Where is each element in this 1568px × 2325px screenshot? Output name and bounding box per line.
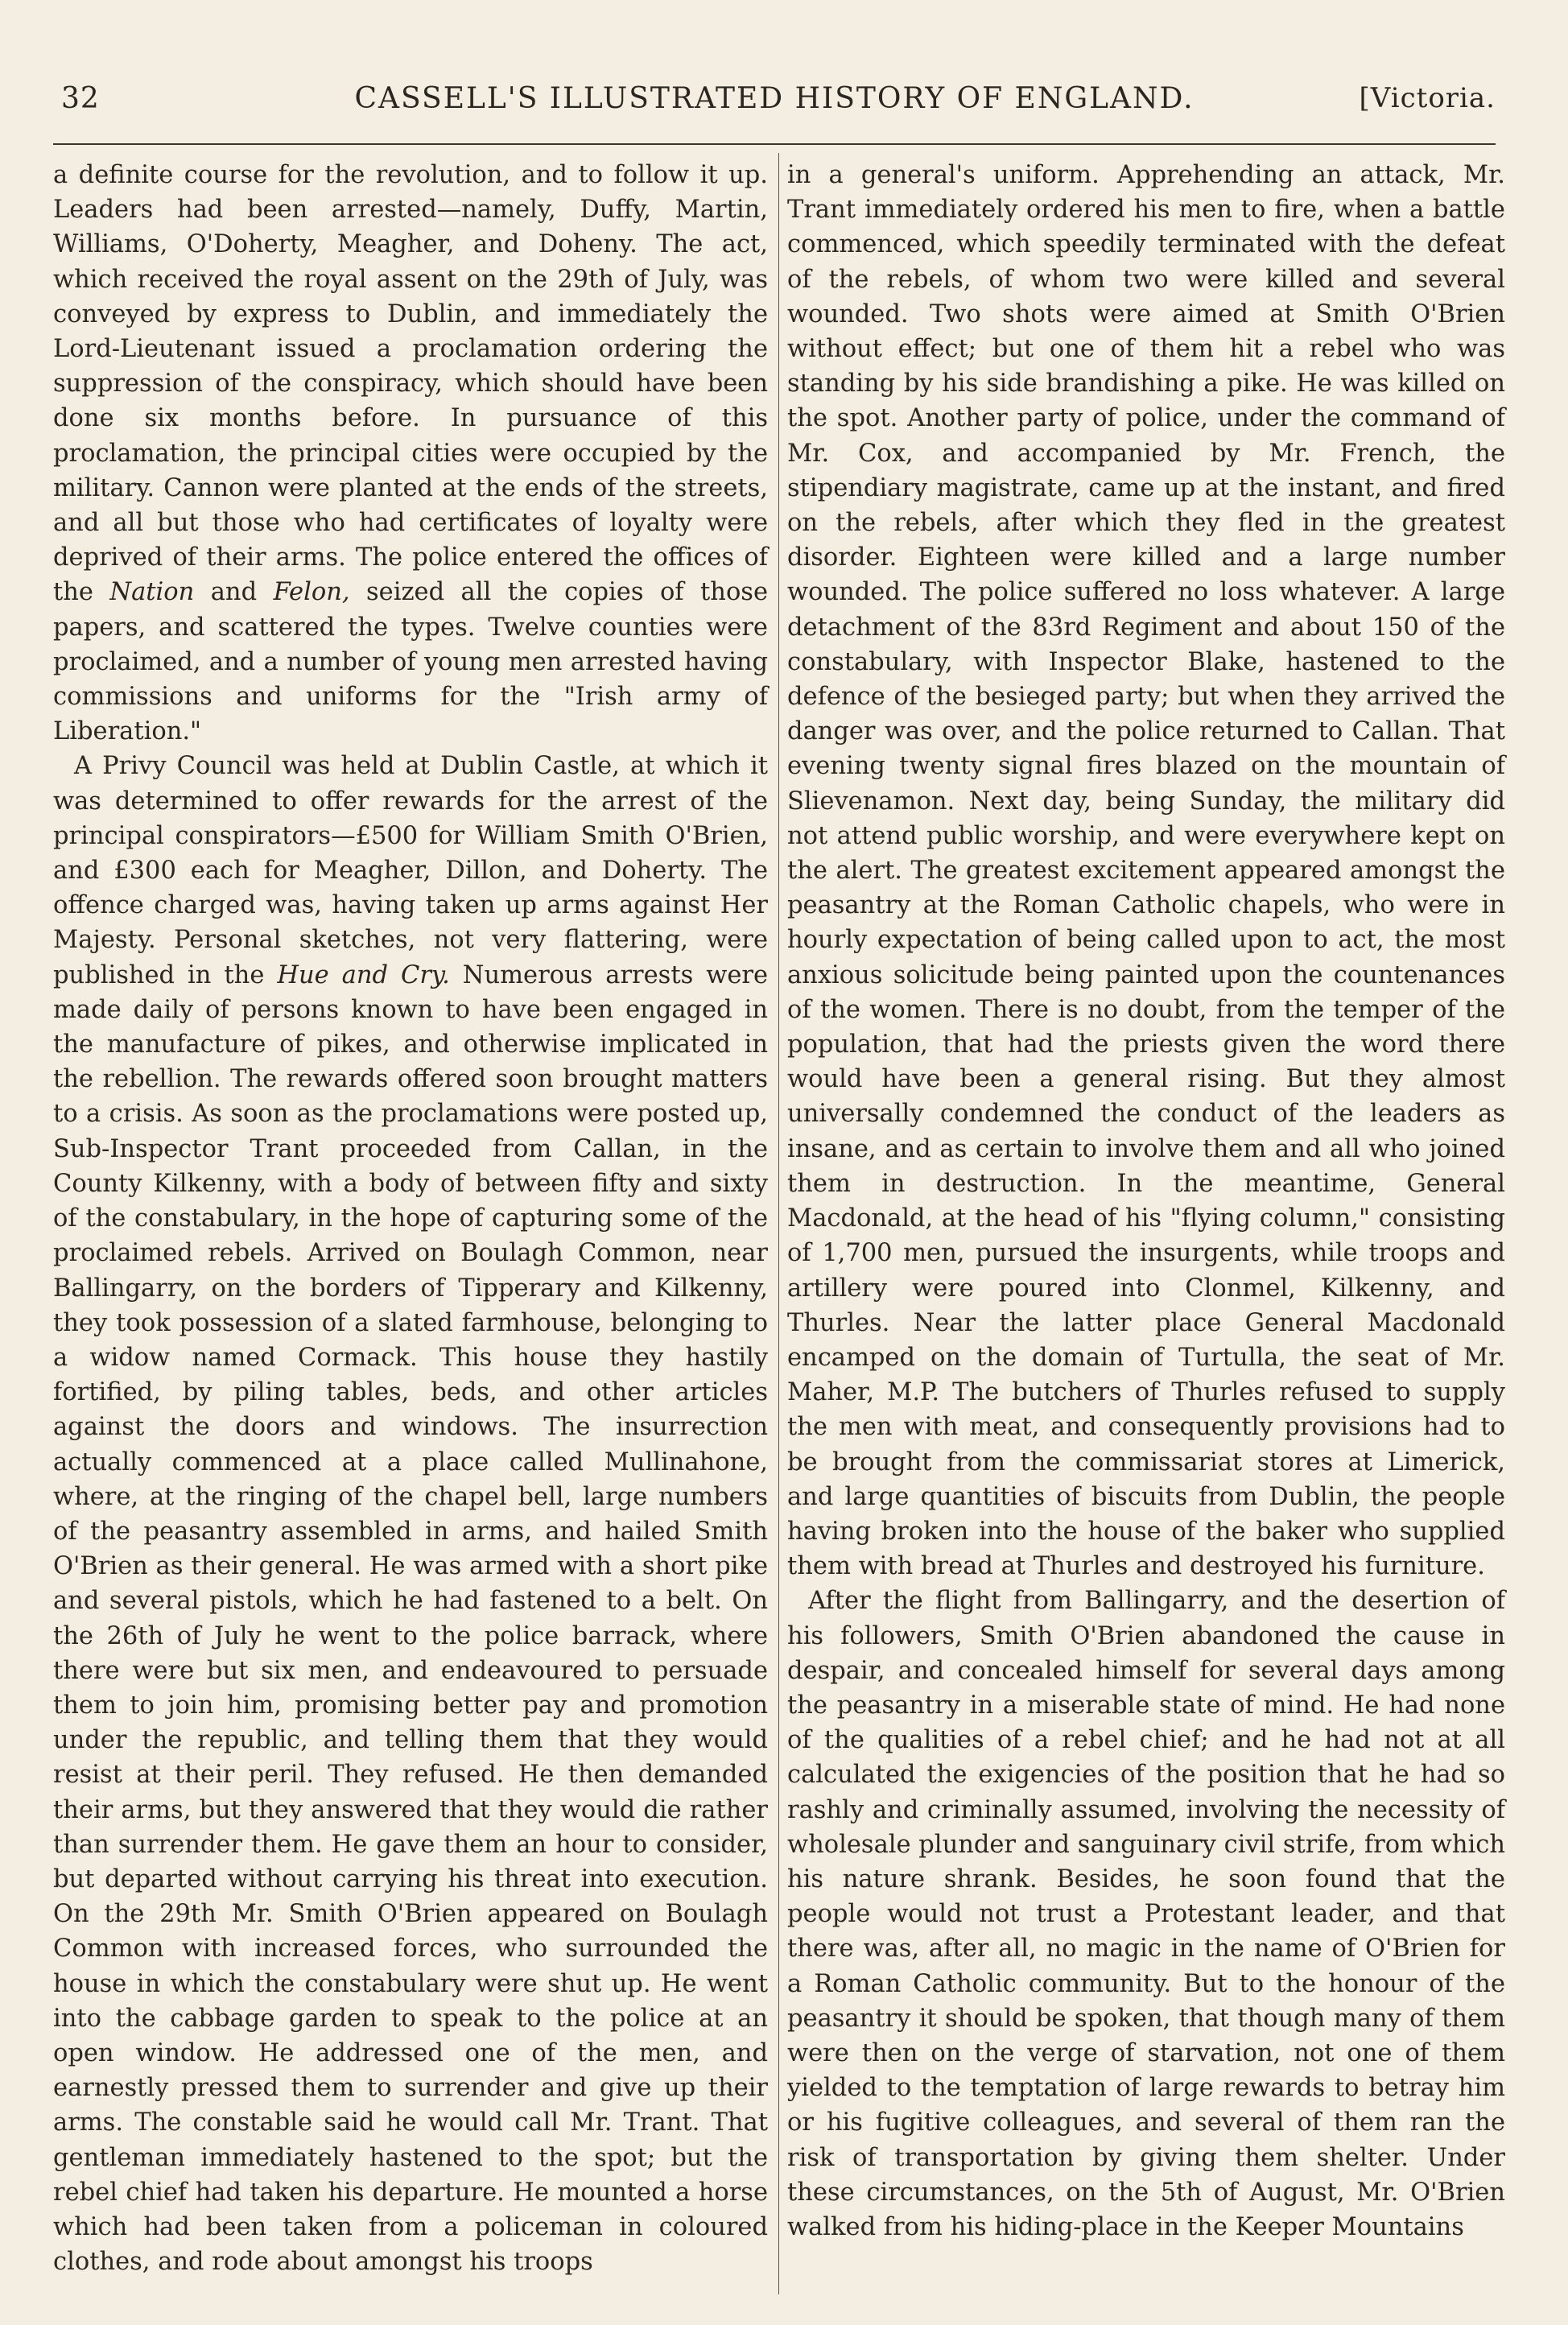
right-paragraph-2: After the flight from Ballingarry, and the desertion of his followers, Smith O'Brien abandoned the cause in despair, and concealed himself for several days among the peasantry in a miserable state of mind. He had none of the qualities of a rebel chief; and he had not at all calculated the exigencies of the position that he had so rashly and criminally assumed, involving the necessity of wholesale plunder and sanguinary civil strife, from which his nature shrank. Besides, he soon found that the people would not trust a Protestant leader, and that there was, after all, no magic in the name of O'Brien for a Roman Catholic community. But to the honour of the peasantry it should be spoken, that though many of them were then on the verge of starvation, not one of them yielded to the temptation of large rewards to betray him or his fugitive colleagues, and several of them ran the risk of transportation by giving them shelter. Under these circumstances, on the 5th of August, Mr. O'Brien walked from his hiding-place in the Keeper Mountains — [787, 1587, 1505, 2241]
section-label: [Victoria. — [1359, 82, 1496, 114]
left-p2-em-hue-and-cry: Hue and Cry. — [277, 960, 450, 989]
left-p1-mid: and — [210, 578, 258, 607]
left-p1-em-nation: Nation — [109, 578, 195, 607]
left-p1-end: seized all the copies of those papers, and scattered the types. Twelve counties were proclaimed, and a number of young men arrested having commissions and uniforms for the "Irish army of Liberation." — [53, 578, 769, 746]
left-paragraph-1 — [53, 158, 768, 749]
left-paragraph-2 — [53, 749, 768, 2279]
left-p1-text: a definite course for the revolution, and to follow it up. Leaders had been arrested—namely, Duffy, Martin, Williams, O'Doherty, Meagher, and Doheny. The act, which received the royal assent on the 29th of July, was conveyed by express to Dublin, and immediately the Lord-Lieutenant issued a proclamation ordering the suppression of the conspiracy, which should have been done six months before. In pursuance of this proclamation, the principal cities were occupied by the military. Cannon were planted at the ends of the streets, and all but those who had certificates of loyalty were deprived of their arms. The police entered the offices of the — [53, 161, 768, 607]
page-number: 32 — [61, 82, 100, 115]
right-paragraph-1: in a general's uniform. Apprehending an attack, Mr. Trant immediately ordered his men to fire, when a battle commenced, which speedily terminated with the defeat of the rebels, of whom two were killed and several wounded. Two shots were aimed at Smith O'Brien without effect; but one of them hit a rebel who was standing by his side brandishing a pike. He was killed on the spot. Another party of police, under the command of Mr. Cox, and accompanied by Mr. French, the stipendiary magistrate, came up at the instant, and fired on the rebels, after which they fled in the greatest disorder. Eighteen were killed and a large number wounded. The police suffered no loss whatever. A large detachment of the 83rd Regiment and about 150 of the constabulary, with Inspector Blake, hastened to the defence of the besieged party; but when they arrived the danger was over, and the police returned to Callan. That evening twenty signal fires blazed on the mountain of Slievenamon. Next day, being Sunday, the military did not attend public worship, and were everywhere kept on the alert. The greatest excitement appeared amongst the peasantry at the Roman Catholic chapels, who were in hourly expectation of being called upon to act, the most anxious solicitude being painted upon the countenances of the women. There is no doubt, from the temper of the population, that had the priests given the word there would have been a general rising. But they almost universally condemned the conduct of the leaders as insane, and as certain to involve them and all who joined them in destruction. In the meantime, General Macdonald, at the head of his "flying column," consisting of 1,700 men, pursued the insurgents, while troops and artillery were poured into Clonmel, Kilkenny, and Thurles. Near the latter place General Macdonald encamped on the domain of Turtulla, the seat of Mr. Maher, M.P. The butchers of Thurles refused to supply the men with meat, and consequently provisions had to be brought from the commissariat stores at Limerick, and large quantities of biscuits from Dublin, the people having broken into the house of the baker who supplied them with bread at Thurles and destroyed his furniture. — [787, 161, 1505, 1581]
left-p2-start: A Privy Council was held at Dublin Castle, at which it was determined to offer rewards for the arrest of the principal conspirators—£500 for William Smith O'Brien, and £300 each for Meagher, Dillon, and Doherty. The offence charged was, having taken up arms against Her Majesty. Personal sketches, not very flattering, were published in the — [53, 752, 768, 989]
left-p1-em-felon: Felon, — [273, 578, 350, 607]
column-divider — [778, 153, 779, 2294]
left-column — [53, 158, 768, 2279]
running-title: CASSELL'S ILLUSTRATED HISTORY OF ENGLAND. — [354, 82, 1195, 115]
header-rule — [53, 143, 1496, 145]
right-column — [787, 158, 1505, 2244]
page-header — [53, 82, 1496, 130]
left-p2-end: Numerous arrests were made daily of persons known to have been engaged in the manufacture of pikes, and otherwise implicated in the rebellion. The rewards offered soon brought matters to a crisis. As soon as the proclamations were posted up, Sub-Inspector Trant proceeded from Callan, in the County Kilkenny, with a body of between fifty and sixty of the constabulary, in the hope of capturing some of the proclaimed rebels. Arrived on Boulagh Common, near Ballingarry, on the borders of Tipperary and Kilkenny, they took possession of a slated farmhouse, belonging to a widow named Cormack. This house they hastily fortified, by piling tables, beds, and other articles against the doors and windows. The insurrection actually commenced at a place called Mullinahone, where, at the ringing of the chapel bell, large numbers of the peasantry assembled in arms, and hailed Smith O'Brien as their general. He was armed with a short pike and several pistols, which he had fastened to a belt. On the 26th of July he went to the police barrack, where there were but six men, and endeavoured to persuade them to join him, promising better pay and promotion under the republic, and telling them that they would resist at their peril. They refused. He then demanded their arms, but they answered that they would die rather than surrender them. He gave them an hour to consider, but departed without carrying his threat into execution. On the 29th Mr. Smith O'Brien appeared on Boulagh Common with increased forces, who surrounded the house in which the constabulary were shut up. He went into the cabbage garden to speak to the police at an open window. He addressed one of the men, and earnestly pressed them to surrender and give up their arms. The constable said he would call Mr. Trant. That gentleman immediately hastened to the spot; but the rebel chief had taken his departure. He mounted a horse which had been taken from a policeman in coloured clothes, and rode about amongst his troops — [53, 960, 769, 2277]
